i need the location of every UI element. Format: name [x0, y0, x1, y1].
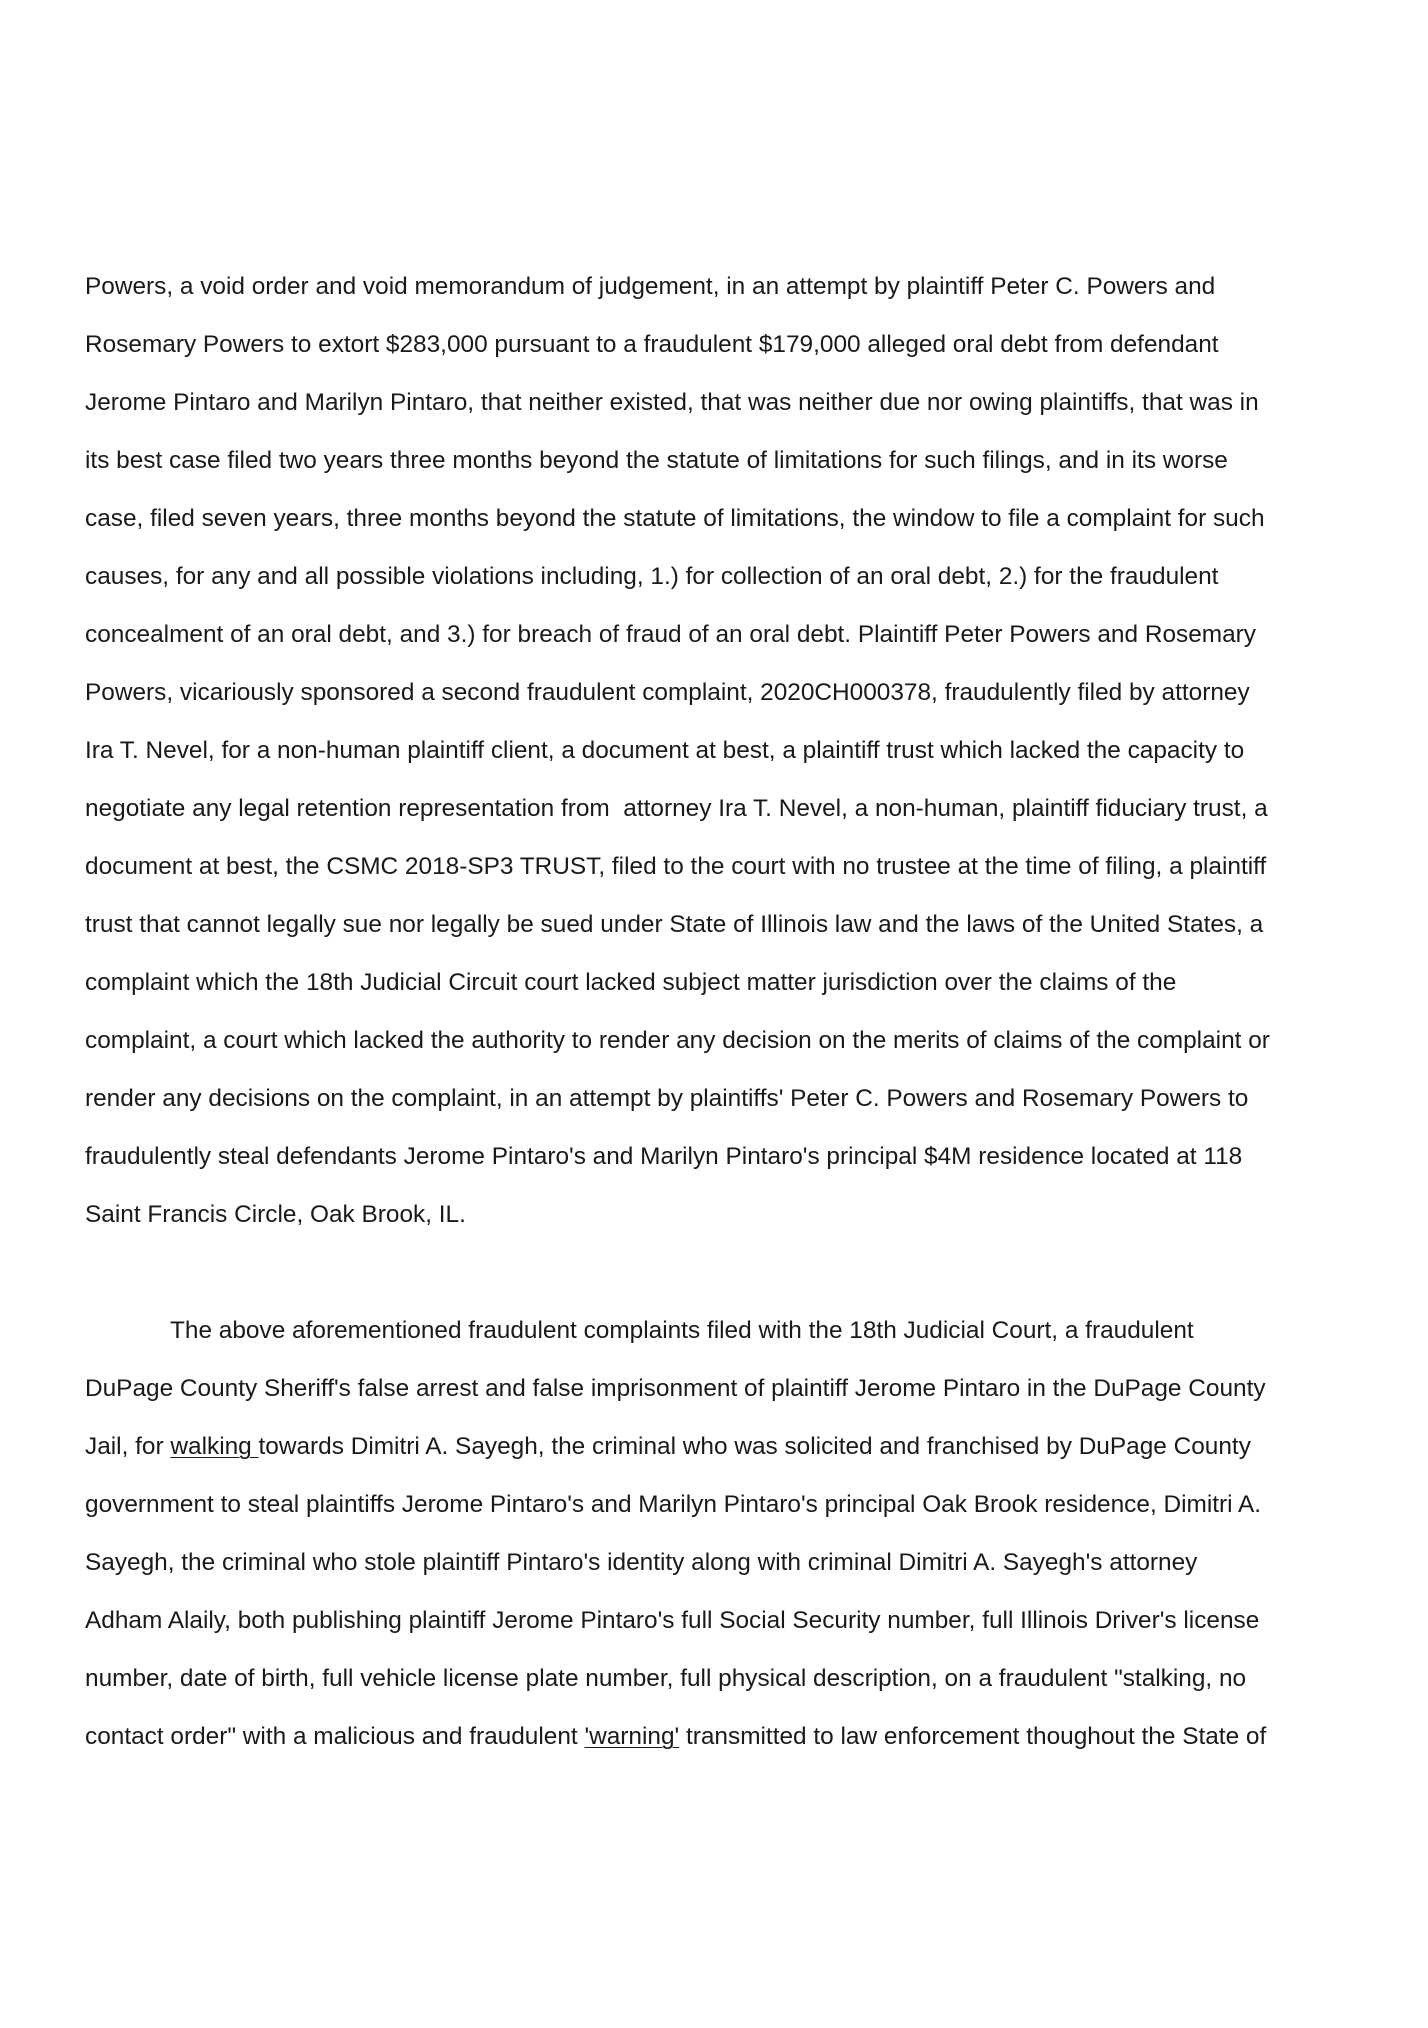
text-line: government to steal plaintiffs Jerome Pintaro's and Marilyn Pintaro's principal Oak Brook residence, Dimitri A. [85, 1491, 1262, 1518]
text-line: its best case filed two years three months beyond the statute of limitations for such filings, and in its worse [85, 447, 1228, 474]
text-line: fraudulently steal defendants Jerome Pintaro's and Marilyn Pintaro's principal $4M residence located at 118 [85, 1143, 1243, 1170]
text-line: case, filed seven years, three months beyond the statute of limitations, the window to file a complaint for such [85, 505, 1265, 532]
text-line: causes, for any and all possible violations including, 1.) for collection of an oral debt, 2.) for the fraudulent [85, 563, 1219, 590]
text-line: complaint which the 18th Judicial Circuit court lacked subject matter jurisdiction over the claims of the [85, 969, 1177, 996]
text-line: complaint, a court which lacked the authority to render any decision on the merits of claims of the complaint or [85, 1027, 1270, 1054]
document-body [85, 258, 1375, 1766]
text-line: number, date of birth, full vehicle license plate number, full physical description, on a fraudulent "stalking, no [85, 1665, 1247, 1692]
text-line: Rosemary Powers to extort $283,000 pursuant to a fraudulent $179,000 alleged oral debt from defendant [85, 331, 1219, 358]
text-line: Adham Alaily, both publishing plaintiff Jerome Pintaro's full Social Security number, full Illinois Driver's license [85, 1607, 1260, 1634]
text-line: Sayegh, the criminal who stole plaintiff Pintaro's identity along with criminal Dimitri A. Sayegh's attorney [85, 1549, 1198, 1576]
text-segment: towards Dimitri A. Sayegh, the criminal who was solicited and franchised by DuPage County [258, 1433, 1251, 1460]
underlined-text: walking [170, 1433, 259, 1460]
paragraph-gap [85, 1244, 1375, 1302]
text-line [85, 1708, 1375, 1766]
text-line: Saint Francis Circle, Oak Brook, IL. [85, 1201, 466, 1228]
text-line: render any decisions on the complaint, in an attempt by plaintiffs' Peter C. Powers and Rosemary Powers to [85, 1085, 1249, 1112]
text-line: trust that cannot legally sue nor legally be sued under State of Illinois law and the laws of the United States, a [85, 911, 1264, 938]
text-line: Ira T. Nevel, for a non-human plaintiff client, a document at best, a plaintiff trust which lacked the capacity to [85, 737, 1245, 764]
underlined-text: 'warning' [584, 1723, 680, 1750]
text-line: negotiate any legal retention representation from attorney Ira T. Nevel, a non-human, plaintiff fiduciary trust, a [85, 795, 1268, 822]
text-line: document at best, the CSMC 2018-SP3 TRUST, filed to the court with no trustee at the time of filing, a plaintiff [85, 853, 1267, 880]
text-segment: contact order" with a malicious and fraudulent [85, 1723, 585, 1750]
text-line: Powers, a void order and void memorandum of judgement, in an attempt by plaintiff Peter C. Powers and [85, 273, 1216, 300]
text-line: The above aforementioned fraudulent complaints filed with the 18th Judicial Court, a fraudulent [170, 1317, 1194, 1344]
text-segment: transmitted to law enforcement thoughout the State of [679, 1723, 1267, 1750]
text-line: concealment of an oral debt, and 3.) for breach of fraud of an oral debt. Plaintiff Peter Powers and Rosemary [85, 621, 1256, 648]
text-line: DuPage County Sheriff's false arrest and false imprisonment of plaintiff Jerome Pintaro in the DuPage County [85, 1375, 1266, 1402]
text-line [85, 1418, 1375, 1476]
text-segment: Jail, for [85, 1433, 171, 1460]
text-line: Powers, vicariously sponsored a second fraudulent complaint, 2020CH000378, fraudulently filed by attorney [85, 679, 1250, 706]
text-line: Jerome Pintaro and Marilyn Pintaro, that neither existed, that was neither due nor owing plaintiffs, that was in [85, 389, 1259, 416]
